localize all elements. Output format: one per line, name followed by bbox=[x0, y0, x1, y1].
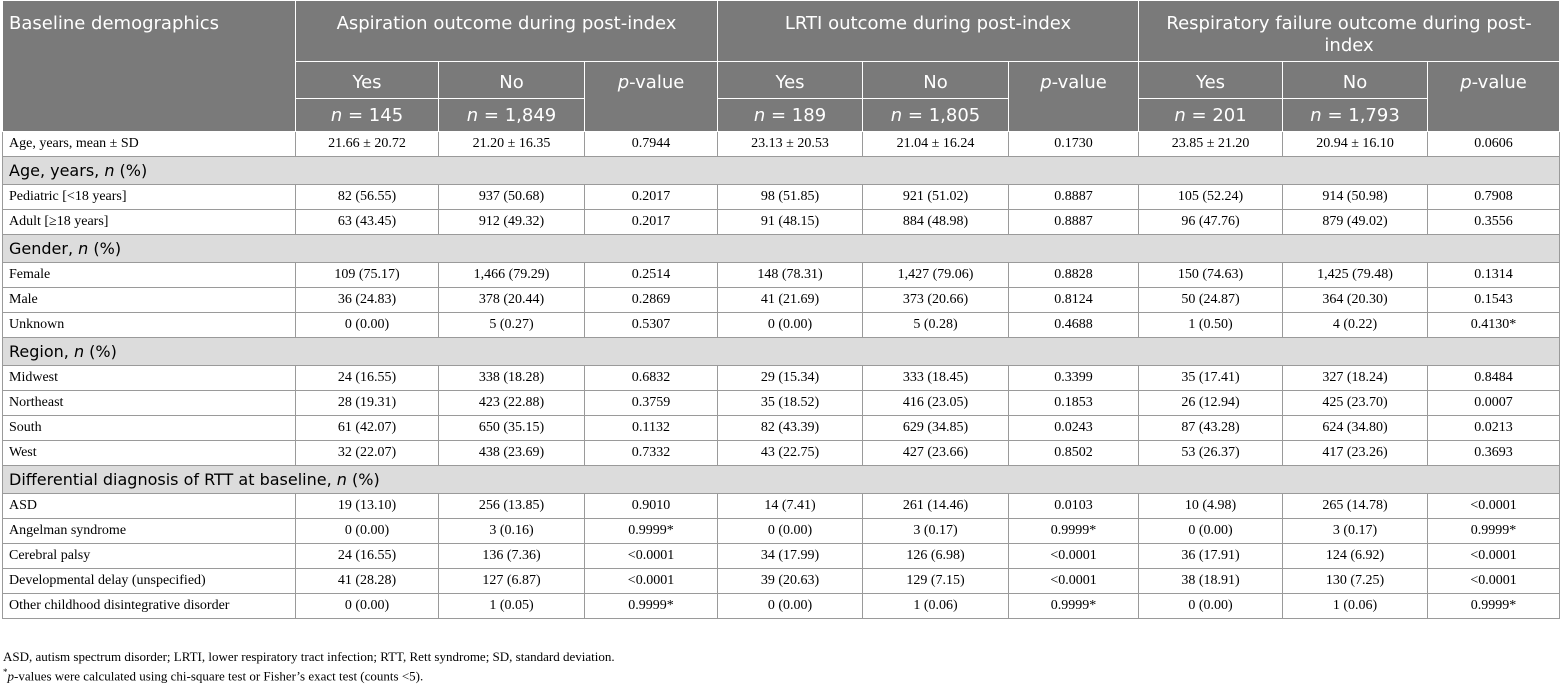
value-cell: 29 (15.34) bbox=[718, 366, 863, 391]
p-value-cell: 0.0243 bbox=[1009, 416, 1139, 441]
value-cell: 423 (22.88) bbox=[439, 391, 585, 416]
section-label: Region, n (%) bbox=[3, 338, 1560, 366]
p-value-cell: 0.1314 bbox=[1428, 263, 1560, 288]
header-row-groups bbox=[3, 1, 1560, 62]
p-value-cell: 0.9999* bbox=[585, 519, 718, 544]
row-label: Age, years, mean ± SD bbox=[3, 132, 296, 157]
header-yes: Yes bbox=[1139, 62, 1283, 99]
row-label: Female bbox=[3, 263, 296, 288]
value-cell: 364 (20.30) bbox=[1283, 288, 1428, 313]
header-yes: Yes bbox=[296, 62, 439, 99]
value-cell: 24 (16.55) bbox=[296, 544, 439, 569]
value-cell: 91 (48.15) bbox=[718, 210, 863, 235]
value-cell: 32 (22.07) bbox=[296, 441, 439, 466]
value-cell: 41 (28.28) bbox=[296, 569, 439, 594]
p-value-cell: 0.6832 bbox=[585, 366, 718, 391]
section-label: Differential diagnosis of RTT at baseline, n (%) bbox=[3, 466, 1560, 494]
value-cell: 35 (17.41) bbox=[1139, 366, 1283, 391]
value-cell: 43 (22.75) bbox=[718, 441, 863, 466]
value-cell: 124 (6.92) bbox=[1283, 544, 1428, 569]
value-cell: 373 (20.66) bbox=[863, 288, 1009, 313]
table-row bbox=[3, 185, 1560, 210]
value-cell: 0 (0.00) bbox=[718, 313, 863, 338]
value-cell: 327 (18.24) bbox=[1283, 366, 1428, 391]
value-cell: 19 (13.10) bbox=[296, 494, 439, 519]
p-value-cell: 0.2017 bbox=[585, 185, 718, 210]
p-value-cell: 0.2514 bbox=[585, 263, 718, 288]
row-label: West bbox=[3, 441, 296, 466]
value-cell: 61 (42.07) bbox=[296, 416, 439, 441]
p-value-cell: 0.9999* bbox=[1009, 594, 1139, 619]
p-value-cell: 0.8502 bbox=[1009, 441, 1139, 466]
p-value-cell: 0.3556 bbox=[1428, 210, 1560, 235]
row-label: Adult [≥18 years] bbox=[3, 210, 296, 235]
header-n-resp-no: n = 1,793 bbox=[1283, 99, 1428, 132]
value-cell: 937 (50.68) bbox=[439, 185, 585, 210]
table-row bbox=[3, 494, 1560, 519]
footnote-abbreviations: ASD, autism spectrum disorder; LRTI, lower respiratory tract infection; RTT, Rett syndrome; SD, standard deviation. bbox=[3, 649, 615, 664]
value-cell: 36 (17.91) bbox=[1139, 544, 1283, 569]
value-cell: 21.66 ± 20.72 bbox=[296, 132, 439, 157]
row-label: Male bbox=[3, 288, 296, 313]
header-p-value: p-value bbox=[1428, 62, 1560, 132]
header-baseline-demographics: Baseline demographics bbox=[3, 1, 296, 132]
value-cell: 0 (0.00) bbox=[296, 594, 439, 619]
value-cell: 87 (43.28) bbox=[1139, 416, 1283, 441]
value-cell: 417 (23.26) bbox=[1283, 441, 1428, 466]
value-cell: 20.94 ± 16.10 bbox=[1283, 132, 1428, 157]
p-value-cell: 0.1853 bbox=[1009, 391, 1139, 416]
p-value-cell: <0.0001 bbox=[1428, 544, 1560, 569]
p-value-cell: 0.9999* bbox=[1428, 594, 1560, 619]
p-value-cell: 0.9999* bbox=[1009, 519, 1139, 544]
value-cell: 265 (14.78) bbox=[1283, 494, 1428, 519]
p-value-cell: <0.0001 bbox=[1428, 494, 1560, 519]
header-n-resp-yes: n = 201 bbox=[1139, 99, 1283, 132]
header-aspiration-outcome: Aspiration outcome during post-index bbox=[296, 1, 718, 62]
p-value-cell: 0.1730 bbox=[1009, 132, 1139, 157]
value-cell: 5 (0.27) bbox=[439, 313, 585, 338]
section-label: Gender, n (%) bbox=[3, 235, 1560, 263]
value-cell: 28 (19.31) bbox=[296, 391, 439, 416]
p-value-cell: 0.3399 bbox=[1009, 366, 1139, 391]
value-cell: 35 (18.52) bbox=[718, 391, 863, 416]
table-row bbox=[3, 594, 1560, 619]
header-n-lrti-yes: n = 189 bbox=[718, 99, 863, 132]
table-row bbox=[3, 416, 1560, 441]
value-cell: 416 (23.05) bbox=[863, 391, 1009, 416]
header-n-lrti-no: n = 1,805 bbox=[863, 99, 1009, 132]
value-cell: 136 (7.36) bbox=[439, 544, 585, 569]
p-value-cell: 0.8887 bbox=[1009, 210, 1139, 235]
value-cell: 1,466 (79.29) bbox=[439, 263, 585, 288]
value-cell: 3 (0.17) bbox=[863, 519, 1009, 544]
value-cell: 914 (50.98) bbox=[1283, 185, 1428, 210]
value-cell: 23.13 ± 20.53 bbox=[718, 132, 863, 157]
row-label: Developmental delay (unspecified) bbox=[3, 569, 296, 594]
header-yes: Yes bbox=[718, 62, 863, 99]
p-value-cell: 0.9999* bbox=[585, 594, 718, 619]
p-value-cell: 0.0007 bbox=[1428, 391, 1560, 416]
value-cell: 21.04 ± 16.24 bbox=[863, 132, 1009, 157]
value-cell: 14 (7.41) bbox=[718, 494, 863, 519]
header-p-value: p-value bbox=[585, 62, 718, 132]
section-row-age bbox=[3, 157, 1560, 185]
value-cell: 1 (0.50) bbox=[1139, 313, 1283, 338]
value-cell: 624 (34.80) bbox=[1283, 416, 1428, 441]
value-cell: 3 (0.17) bbox=[1283, 519, 1428, 544]
value-cell: 1 (0.05) bbox=[439, 594, 585, 619]
value-cell: 378 (20.44) bbox=[439, 288, 585, 313]
header-no: No bbox=[439, 62, 585, 99]
header-respiratory-failure-outcome: Respiratory failure outcome during post-index bbox=[1139, 1, 1560, 62]
p-value-cell: 0.3693 bbox=[1428, 441, 1560, 466]
value-cell: 338 (18.28) bbox=[439, 366, 585, 391]
row-label: Midwest bbox=[3, 366, 296, 391]
table-row bbox=[3, 544, 1560, 569]
value-cell: 53 (26.37) bbox=[1139, 441, 1283, 466]
p-value-cell: 0.9999* bbox=[1428, 519, 1560, 544]
value-cell: 0 (0.00) bbox=[718, 519, 863, 544]
p-value-cell: <0.0001 bbox=[1428, 569, 1560, 594]
value-cell: 10 (4.98) bbox=[1139, 494, 1283, 519]
value-cell: 126 (6.98) bbox=[863, 544, 1009, 569]
table-row bbox=[3, 263, 1560, 288]
p-value-cell: 0.8124 bbox=[1009, 288, 1139, 313]
value-cell: 425 (23.70) bbox=[1283, 391, 1428, 416]
row-label: Other childhood disintegrative disorder bbox=[3, 594, 296, 619]
value-cell: 4 (0.22) bbox=[1283, 313, 1428, 338]
value-cell: 82 (56.55) bbox=[296, 185, 439, 210]
value-cell: 82 (43.39) bbox=[718, 416, 863, 441]
table-row bbox=[3, 132, 1560, 157]
value-cell: 0 (0.00) bbox=[1139, 594, 1283, 619]
value-cell: 109 (75.17) bbox=[296, 263, 439, 288]
value-cell: 879 (49.02) bbox=[1283, 210, 1428, 235]
value-cell: 0 (0.00) bbox=[1139, 519, 1283, 544]
section-row-gender bbox=[3, 235, 1560, 263]
header-n-aspiration-yes: n = 145 bbox=[296, 99, 439, 132]
p-value-cell: 0.9010 bbox=[585, 494, 718, 519]
header-no: No bbox=[863, 62, 1009, 99]
p-value-cell: 0.1132 bbox=[585, 416, 718, 441]
p-value-cell: 0.4688 bbox=[1009, 313, 1139, 338]
p-value-cell: 0.7944 bbox=[585, 132, 718, 157]
value-cell: 884 (48.98) bbox=[863, 210, 1009, 235]
value-cell: 1,427 (79.06) bbox=[863, 263, 1009, 288]
row-label: South bbox=[3, 416, 296, 441]
p-value-cell: 0.7332 bbox=[585, 441, 718, 466]
value-cell: 0 (0.00) bbox=[718, 594, 863, 619]
value-cell: 34 (17.99) bbox=[718, 544, 863, 569]
value-cell: 256 (13.85) bbox=[439, 494, 585, 519]
header-p-value: p-value bbox=[1009, 62, 1139, 132]
row-label: Northeast bbox=[3, 391, 296, 416]
header-n-aspiration-no: n = 1,849 bbox=[439, 99, 585, 132]
value-cell: 105 (52.24) bbox=[1139, 185, 1283, 210]
section-row-diagnosis bbox=[3, 466, 1560, 494]
table-row bbox=[3, 288, 1560, 313]
row-label: Cerebral palsy bbox=[3, 544, 296, 569]
value-cell: 3 (0.16) bbox=[439, 519, 585, 544]
p-value-cell: 0.3759 bbox=[585, 391, 718, 416]
value-cell: 21.20 ± 16.35 bbox=[439, 132, 585, 157]
section-label: Age, years, n (%) bbox=[3, 157, 1560, 185]
section-row-region bbox=[3, 338, 1560, 366]
value-cell: 148 (78.31) bbox=[718, 263, 863, 288]
header-no: No bbox=[1283, 62, 1428, 99]
value-cell: 26 (12.94) bbox=[1139, 391, 1283, 416]
value-cell: 1 (0.06) bbox=[863, 594, 1009, 619]
p-value-cell: 0.4130* bbox=[1428, 313, 1560, 338]
table-row bbox=[3, 210, 1560, 235]
row-label: Angelman syndrome bbox=[3, 519, 296, 544]
table-row bbox=[3, 569, 1560, 594]
p-value-cell: 0.0213 bbox=[1428, 416, 1560, 441]
value-cell: 0 (0.00) bbox=[296, 313, 439, 338]
header-lrti-outcome: LRTI outcome during post-index bbox=[718, 1, 1139, 62]
value-cell: 427 (23.66) bbox=[863, 441, 1009, 466]
p-value-cell: 0.2869 bbox=[585, 288, 718, 313]
value-cell: 36 (24.83) bbox=[296, 288, 439, 313]
p-value-cell: <0.0001 bbox=[1009, 569, 1139, 594]
value-cell: 39 (20.63) bbox=[718, 569, 863, 594]
value-cell: 629 (34.85) bbox=[863, 416, 1009, 441]
results-table-container bbox=[2, 0, 1559, 619]
value-cell: 333 (18.45) bbox=[863, 366, 1009, 391]
value-cell: 921 (51.02) bbox=[863, 185, 1009, 210]
value-cell: 912 (49.32) bbox=[439, 210, 585, 235]
p-value-cell: 0.2017 bbox=[585, 210, 718, 235]
p-value-cell: 0.5307 bbox=[585, 313, 718, 338]
footnote-methods: *p-values were calculated using chi-square test or Fisher’s exact test (counts <5). bbox=[3, 667, 424, 684]
value-cell: 5 (0.28) bbox=[863, 313, 1009, 338]
p-value-cell: <0.0001 bbox=[585, 544, 718, 569]
p-value-cell: 0.8887 bbox=[1009, 185, 1139, 210]
value-cell: 23.85 ± 21.20 bbox=[1139, 132, 1283, 157]
value-cell: 127 (6.87) bbox=[439, 569, 585, 594]
value-cell: 96 (47.76) bbox=[1139, 210, 1283, 235]
value-cell: 98 (51.85) bbox=[718, 185, 863, 210]
value-cell: 150 (74.63) bbox=[1139, 263, 1283, 288]
p-value-cell: 0.0103 bbox=[1009, 494, 1139, 519]
p-value-cell: 0.0606 bbox=[1428, 132, 1560, 157]
p-value-cell: 0.1543 bbox=[1428, 288, 1560, 313]
value-cell: 261 (14.46) bbox=[863, 494, 1009, 519]
value-cell: 38 (18.91) bbox=[1139, 569, 1283, 594]
value-cell: 50 (24.87) bbox=[1139, 288, 1283, 313]
table-row bbox=[3, 313, 1560, 338]
row-label: Unknown bbox=[3, 313, 296, 338]
table-row bbox=[3, 519, 1560, 544]
value-cell: 650 (35.15) bbox=[439, 416, 585, 441]
p-value-cell: 0.8828 bbox=[1009, 263, 1139, 288]
value-cell: 129 (7.15) bbox=[863, 569, 1009, 594]
table-row bbox=[3, 366, 1560, 391]
value-cell: 130 (7.25) bbox=[1283, 569, 1428, 594]
row-label: ASD bbox=[3, 494, 296, 519]
p-value-cell: 0.7908 bbox=[1428, 185, 1560, 210]
row-label: Pediatric [<18 years] bbox=[3, 185, 296, 210]
value-cell: 0 (0.00) bbox=[296, 519, 439, 544]
table-row bbox=[3, 391, 1560, 416]
value-cell: 24 (16.55) bbox=[296, 366, 439, 391]
p-value-cell: 0.8484 bbox=[1428, 366, 1560, 391]
value-cell: 1,425 (79.48) bbox=[1283, 263, 1428, 288]
value-cell: 1 (0.06) bbox=[1283, 594, 1428, 619]
baseline-demographics-table bbox=[2, 0, 1560, 619]
value-cell: 41 (21.69) bbox=[718, 288, 863, 313]
p-value-cell: <0.0001 bbox=[585, 569, 718, 594]
p-value-cell: <0.0001 bbox=[1009, 544, 1139, 569]
table-row bbox=[3, 441, 1560, 466]
value-cell: 438 (23.69) bbox=[439, 441, 585, 466]
value-cell: 63 (43.45) bbox=[296, 210, 439, 235]
